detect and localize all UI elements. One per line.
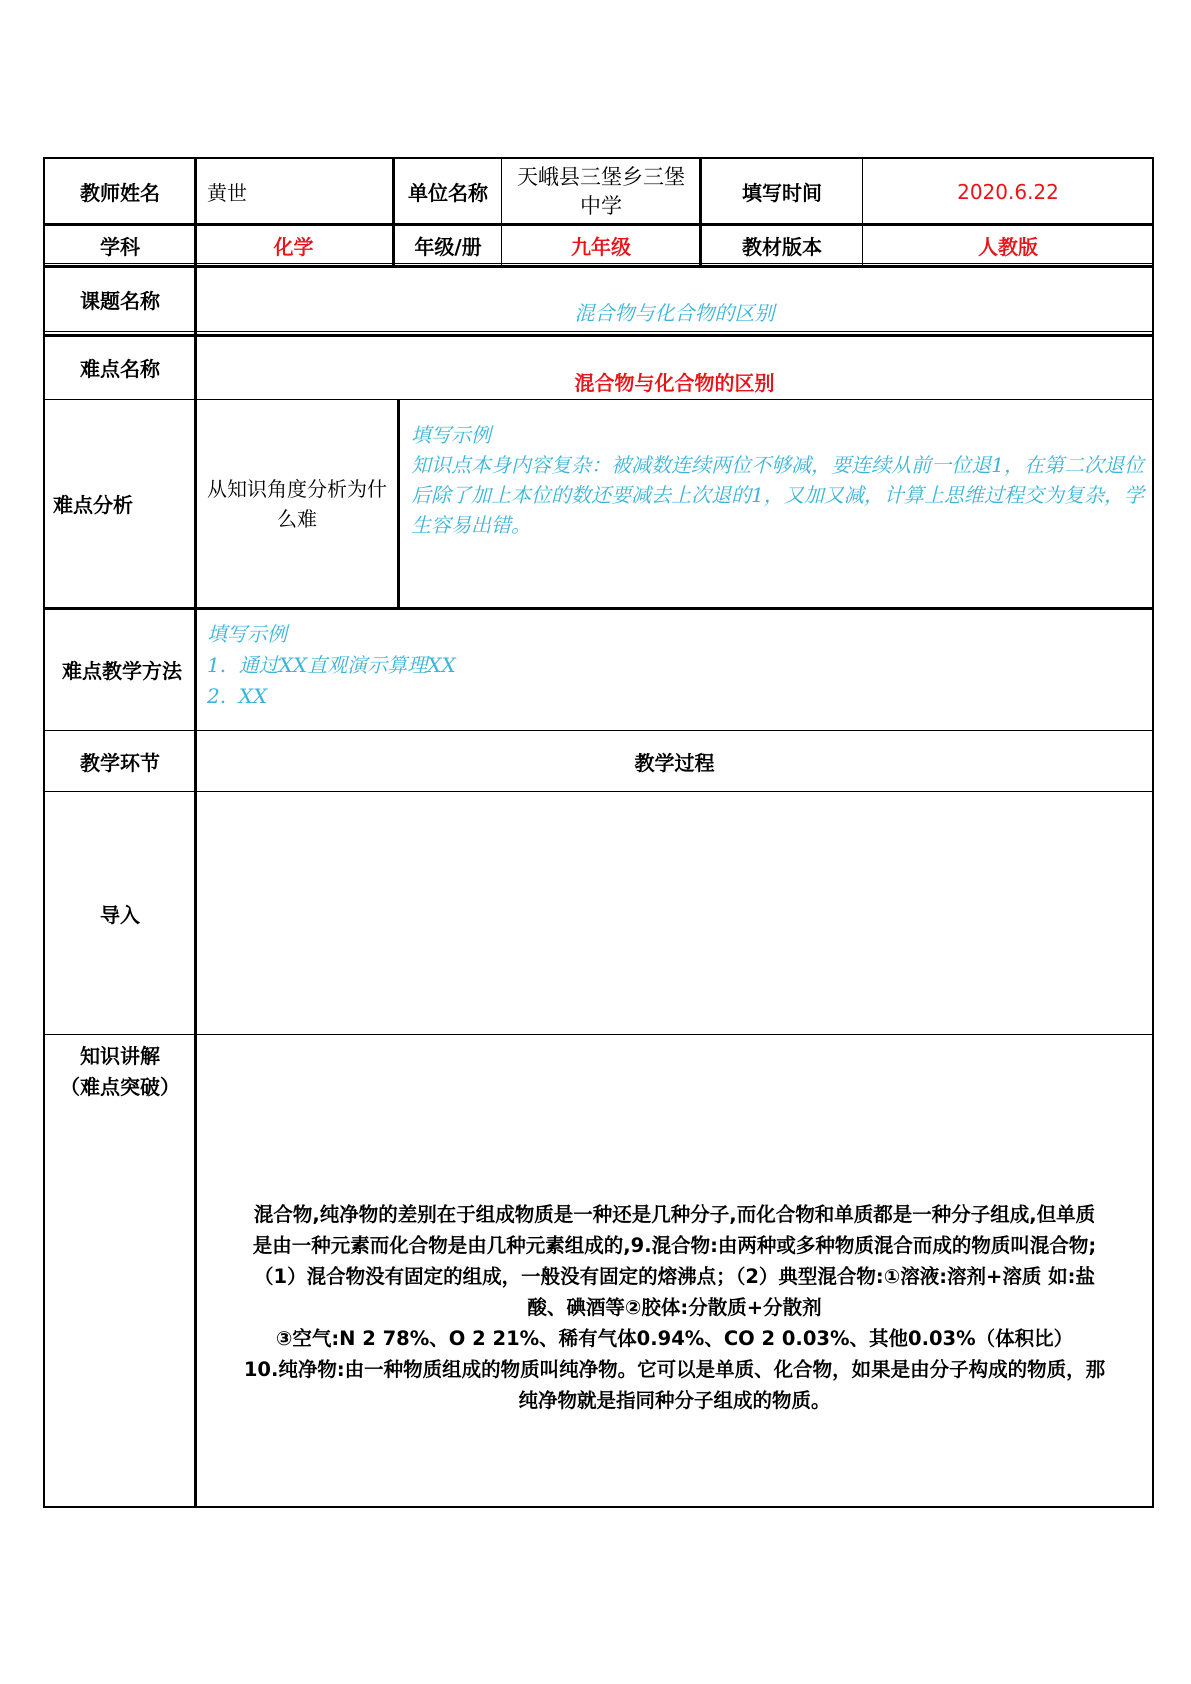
knowledge-line: 纯净物就是指同种分子组成的物质。 [518,1389,831,1412]
edition-value: 人教版 [978,234,1038,259]
method-item-2: 2. XX [207,684,268,708]
knowledge-line: 酸、碘酒等②胶体:分散质+分散剂 [527,1296,822,1319]
knowledge-line: 混合物,纯净物的差别在于组成物质是一种还是几种分子,而化合物和单质都是一种分子组成,但单质 [253,1203,1096,1226]
unit-name-value: 天峨县三堡乡三堡中学 [517,164,685,218]
column-divider [397,399,400,607]
grade-value: 九年级 [571,234,631,259]
unit-name-label: 单位名称 [408,181,488,205]
row-divider [45,1034,1152,1035]
knowledge-sublabel: （难点突破） [60,1075,180,1099]
difficulty-label: 难点名称 [80,357,160,381]
stage-header: 教学环节 [80,750,160,775]
knowledge-line: （1）混合物没有固定的组成，一般没有固定的熔沸点；（2）典型混合物:①溶液:溶剂+溶质 如:盐 [254,1265,1095,1288]
knowledge-line: 是由一种元素而化合物是由几种元素组成的,9.混合物:由两种或多种物质混合而成的物质叫混合物; [252,1234,1097,1257]
teacher-name-label: 教师姓名 [80,181,160,205]
knowledge-line: ③空气:N 2 78%、O 2 21%、稀有气体0.94%、CO 2 0.03%、其他0.03%（体积比） [275,1327,1074,1350]
grade-label: 年级/册 [414,234,482,259]
analysis-example-text: 知识点本身内容复杂：被减数连续两位不够减，要连续从前一位退1，在第二次退位后除了加上本位的数还要减去上次退的1，又加又减，计算上思维过程交为复杂，学生容易出错。 [411,453,1144,537]
analysis-sub-label: 从知识角度分析为什么难 [207,476,387,531]
method-item-1: 1. 通过XX直观演示算理XX [207,653,456,677]
difficulty-value: 混合物与化合物的区别 [574,371,775,395]
subject-value: 化学 [273,234,314,259]
analysis-label: 难点分析 [53,493,133,517]
topic-label: 课题名称 [80,289,160,313]
column-divider [501,159,502,265]
knowledge-label: 知识讲解 [80,1044,160,1068]
knowledge-content [197,1199,1152,1419]
knowledge-line: 10.纯净物:由一种物质组成的物质叫纯净物。它可以是单质、化合物，如果是由分子构成的物质，那 [243,1358,1106,1381]
topic-value: 混合物与化合物的区别 [574,301,775,325]
fill-date-label: 填写时间 [742,181,822,205]
intro-label: 导入 [100,902,140,927]
edition-label: 教材版本 [742,234,822,259]
method-example-title: 填写示例 [207,622,287,646]
method-label: 难点教学方法 [62,659,182,683]
subject-label: 学科 [100,234,140,259]
process-header: 教学过程 [634,750,715,775]
fill-date-value: 2020.6.22 [957,179,1059,204]
lesson-plan-table [43,157,1154,1508]
column-divider [862,159,863,265]
teacher-name-value: 黄世 [207,181,247,205]
analysis-example-title: 填写示例 [411,423,491,447]
